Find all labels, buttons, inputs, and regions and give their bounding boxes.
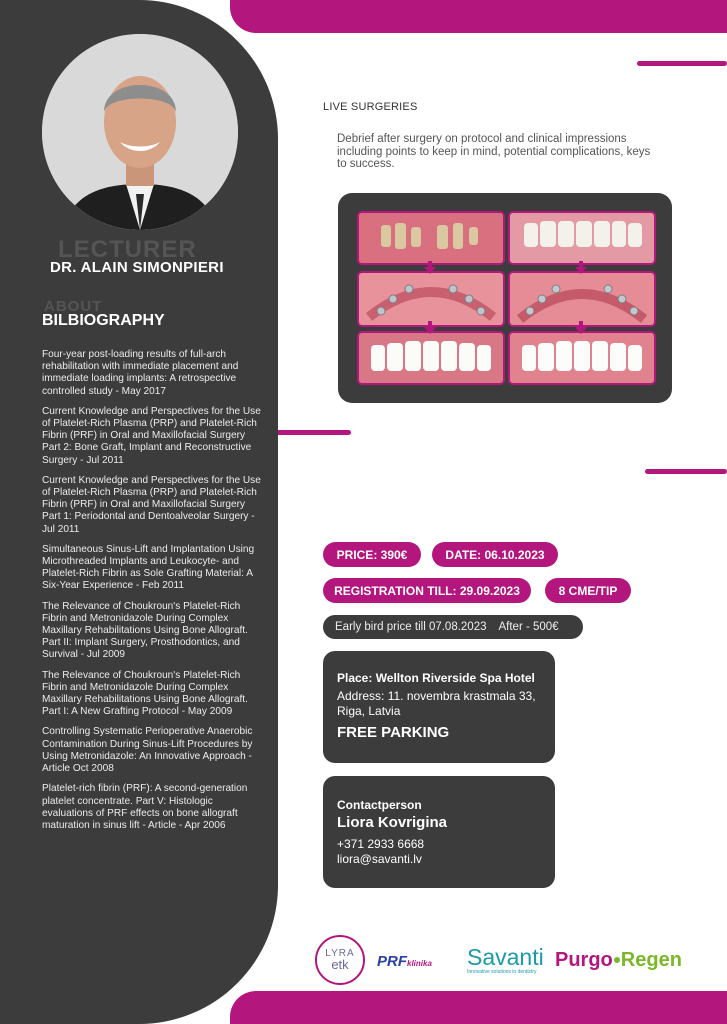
early-bird-badge	[323, 615, 583, 639]
bibliography-item: Current Knowledge and Perspectives for the Use of Platelet-Rich Plasma (PRP) and Platelet-Rich Fibrin (PRF) in Oral and Maxillofacial Surgery Part 1: Periodontal and Dentoalveolar Surgery - Jul 2011	[42, 474, 261, 535]
contact-name: Liora Kovrigina	[337, 814, 448, 831]
accent-line	[637, 61, 727, 66]
early-bird-text: Early bird price till 07.08.2023	[335, 621, 487, 633]
prf-logo-sub: klinika	[407, 959, 432, 968]
implant-photo-left	[357, 271, 505, 327]
venue-address: Address: 11. novembra krastmala 33, Riga, Latvia	[337, 689, 536, 718]
section-title: LIVE SURGERIES	[323, 101, 418, 113]
top-accent-bar	[230, 0, 727, 33]
registration-badge: REGISTRATION TILL: 29.09.2023	[323, 578, 531, 603]
sponsor-logos	[315, 935, 715, 985]
bibliography-title: BILBIOGRAPHY	[42, 312, 165, 329]
before-photo-left	[357, 211, 505, 265]
lecturer-photo	[42, 34, 238, 230]
bibliography-item: Controlling Systematic Perioperative Anaerobic Contamination During Sinus-Lift Procedures by Using Metronidazole: An Innovative Approach - Article Oct 2008	[42, 726, 253, 775]
bibliography-item: The Relevance of Choukroun's Platelet-Rich Fibrin and Metronidazole During Complex Maxillary Rehabilitations Using Bone Allograft. Part I: A New Grafting Protocol - May 2009	[42, 669, 248, 718]
lyra-logo-top: LYRA	[325, 948, 355, 959]
arrow-down-icon	[423, 261, 437, 275]
lecturer-ghost-heading: LECTURER	[58, 236, 197, 263]
savanti-logo	[467, 945, 544, 975]
bibliography-item: Four-year post-loading results of full-arch rehabilitation with immediate placement and immediate loading implants: A retrospective controlled study - May 2017	[42, 349, 239, 397]
after-price-text: After - 500€	[498, 621, 559, 633]
savanti-tagline: Innovative solutions in dentistry	[467, 969, 537, 975]
after-photo-right	[508, 331, 656, 385]
contact-label: Contactperson	[337, 798, 422, 812]
after-photo-left	[357, 331, 505, 385]
surgery-photo-gallery	[338, 193, 672, 403]
regen-logo-text: Regen	[620, 949, 682, 971]
arrow-down-icon	[423, 321, 437, 335]
contact-email[interactable]: liora@savanti.lv	[337, 852, 422, 866]
purgo-logo-text: Purgo	[555, 949, 613, 971]
venue-card	[323, 651, 555, 763]
lyra-logo-bottom: etk	[331, 957, 349, 972]
savanti-logo-text: Savanti	[467, 944, 544, 970]
lyra-logo	[315, 935, 365, 985]
bottom-accent-bar	[230, 991, 727, 1024]
contact-card	[323, 776, 555, 888]
date-badge: DATE: 06.10.2023	[432, 542, 558, 567]
dot-icon	[614, 957, 620, 963]
prf-klinika-logo	[377, 953, 432, 970]
price-badge: PRICE: 390€	[323, 542, 421, 567]
bibliography-item: Current Knowledge and Perspectives for the Use of Platelet-Rich Plasma (PRP) and Platelet-Rich Fibrin (PRF) in Oral and Maxillofacial Surgery Part 2: Bone Graft, Implant and Reconstructive Surgery - Jul 2011	[42, 405, 261, 466]
section-description: Debrief after surgery on protocol and clinical impressions including points to keep in mind, potential complications, keys to success.	[337, 133, 651, 170]
cme-badge: 8 CME/TIP	[545, 578, 631, 603]
implant-photo-right	[508, 271, 656, 327]
purgo-regen-logo	[555, 949, 682, 972]
arrow-down-icon	[574, 261, 588, 275]
parking-note: FREE PARKING	[337, 724, 450, 741]
prf-logo-text: PRF	[377, 953, 407, 970]
bibliography-item: Simultaneous Sinus-Lift and Implantation Using Microthreaded Implants and Leukocyte- and Platelet-Rich Fibrin as Sole Grafting Material: A Six-Year Experience - Feb 2011	[42, 543, 255, 592]
bibliography-list	[42, 349, 264, 840]
arrow-down-icon	[574, 321, 588, 335]
venue-place: Place: Wellton Riverside Spa Hotel	[337, 671, 535, 685]
contact-phone[interactable]: +371 2933 6668	[337, 837, 425, 851]
lecturer-sidebar	[0, 0, 278, 1024]
accent-line	[645, 469, 727, 474]
lecturer-name: DR. ALAIN SIMONPIERI	[50, 259, 224, 276]
bibliography-item: The Relevance of Choukroun's Platelet-Rich Fibrin and Metronidazole During Complex Maxillary Rehabilitations Using Bone Allograft. Part II: Implant Surgery, Prosthodontics, and Survival - Jul 2009	[42, 600, 248, 661]
before-photo-right	[508, 211, 656, 265]
bibliography-item: Platelet-rich fibrin (PRF): A second-generation platelet concentrate. Part V: Histologic evaluations of PRF effects on bone allograft maturation in sinus lift - Article - Apr 2006	[42, 783, 248, 831]
about-ghost-heading: ABOUT	[44, 298, 103, 315]
